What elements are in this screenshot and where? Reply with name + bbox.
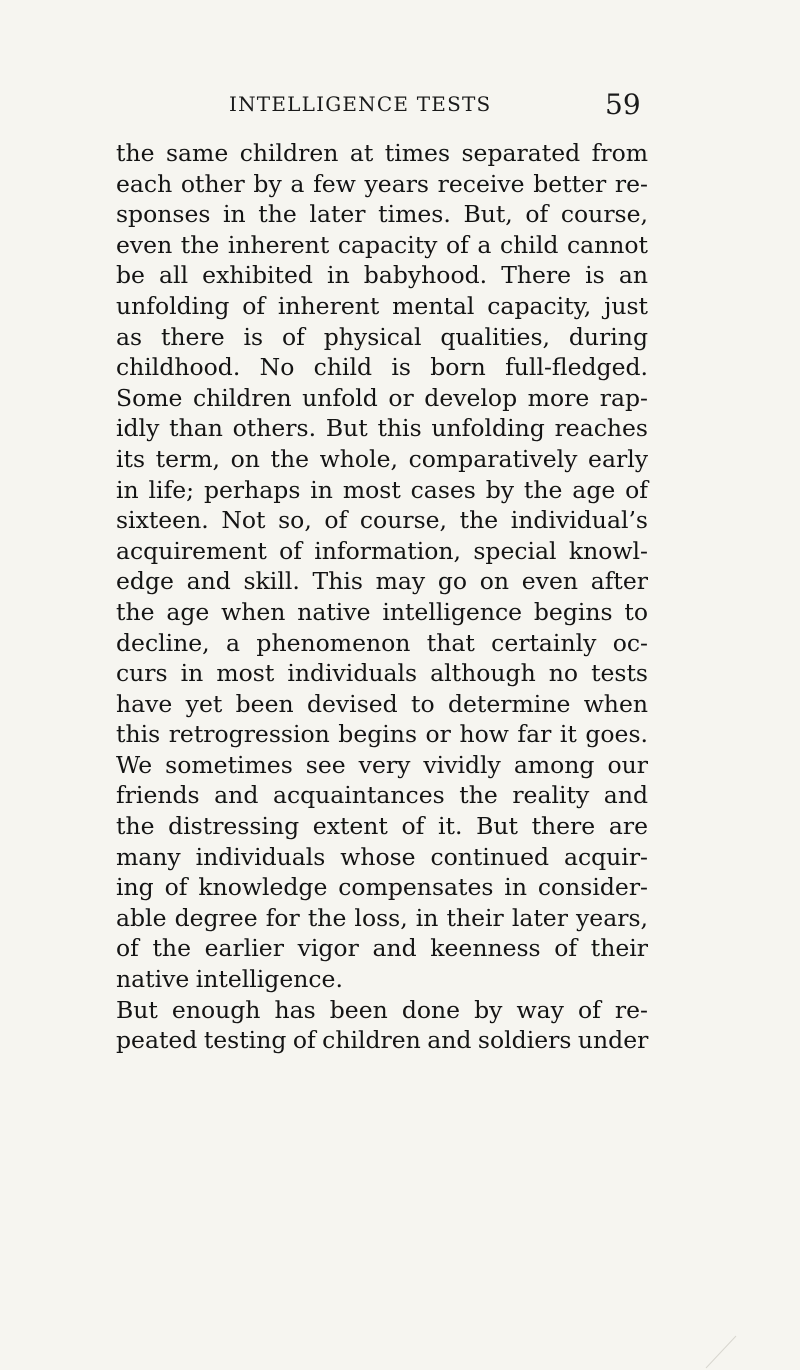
text-line: be all exhibited in babyhood. There is an	[116, 261, 648, 290]
text-line: Some children unfold or develop more rap-	[116, 383, 648, 412]
text-line: sponses in the later times. But, of course,	[116, 200, 648, 229]
text-line: as there is of physical qualities, during	[116, 322, 648, 351]
text-line: curs in most individuals although no tests	[116, 659, 648, 688]
text-line: many individuals whose continued acquir-	[116, 842, 648, 871]
text-line: in life; perhaps in most cases by the age of	[116, 475, 648, 504]
text-line: the age when native intelligence begins to	[116, 597, 648, 626]
text-line: decline, a phenomenon that certainly oc-	[116, 628, 648, 657]
text-line: peated testing of children and soldiers under	[116, 1026, 649, 1055]
text-line: ing of knowledge compensates in consider-	[116, 873, 648, 902]
text-line: its term, on the whole, comparatively early	[116, 444, 648, 473]
text-line-paragraph-end: native intelligence.	[116, 965, 343, 994]
text-line: But enough has been done by way of re-	[116, 995, 648, 1024]
text-line: each other by a few years receive better re-	[116, 169, 648, 198]
text-line: unfolding of inherent mental capacity, just	[116, 291, 648, 320]
text-line: edge and skill. This may go on even after	[116, 567, 648, 596]
text-line: the same children at times separated from	[116, 139, 648, 167]
body-text	[116, 138, 648, 1056]
page-scratch-mark	[700, 1330, 750, 1370]
text-line: this retrogression begins or how far it goes.	[116, 720, 648, 749]
page-number: 59	[605, 88, 641, 121]
running-title: INTELLIGENCE TESTS	[229, 92, 492, 116]
text-line: the distressing extent of it. But there are	[116, 812, 648, 841]
text-line: have yet been devised to determine when	[116, 689, 648, 718]
text-line: childhood. No child is born full-fledged.	[116, 353, 648, 382]
text-line: even the inherent capacity of a child cannot	[116, 230, 648, 259]
text-line: acquirement of information, special knowl-	[116, 536, 648, 565]
text-line: friends and acquaintances the reality and	[116, 781, 648, 810]
text-line: sixteen. Not so, of course, the individual’s	[116, 506, 648, 535]
text-line: of the earlier vigor and keenness of their	[116, 934, 648, 963]
running-header	[0, 88, 800, 128]
text-line: idly than others. But this unfolding reaches	[116, 414, 648, 443]
text-line: We sometimes see very vividly among our	[116, 750, 648, 779]
text-line: able degree for the loss, in their later years,	[116, 903, 648, 932]
